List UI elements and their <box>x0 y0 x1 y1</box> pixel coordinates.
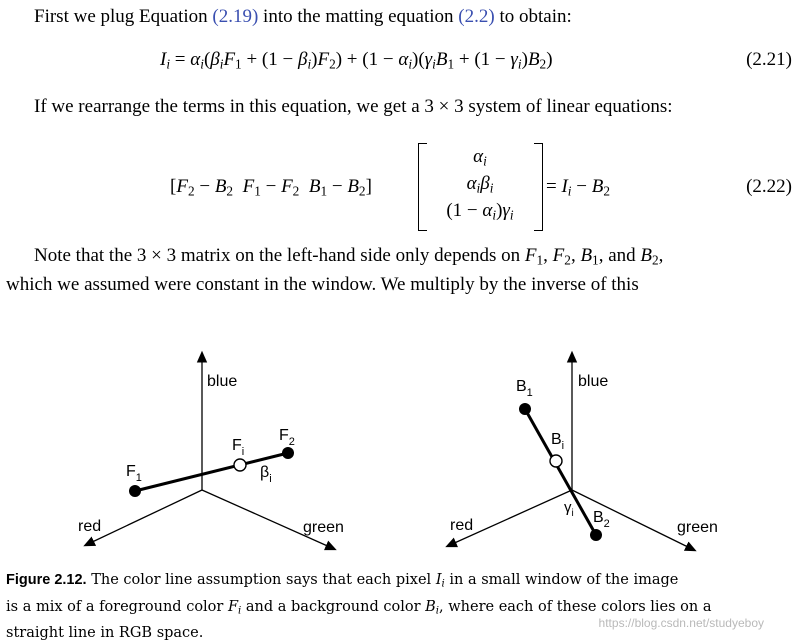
figure-caption <box>6 569 798 644</box>
point-fi <box>234 459 246 471</box>
paragraph-3-line-1: Note that the 3 × 3 matrix on the left-hand side only depends on $F_1$, $F_2$, $B_1$, and $B_2$, <box>34 245 664 268</box>
label-b1: $B_1$ <box>516 378 533 399</box>
equation-2-22-rhs: = $I_i - B_2$ <box>546 176 610 199</box>
point-bi <box>550 455 562 467</box>
equation-2-21: $I_i = \alpha_i(\beta_iF_1 + (1 - \beta_i)F_2) + (1 - \alpha_i)(\gamma_iB_1 + (1 - \gamma_i)B_2)$ <box>160 49 553 72</box>
point-f2 <box>282 447 294 459</box>
figure-right-diagram <box>430 350 802 560</box>
axis-green <box>572 490 692 549</box>
paragraph-2: If we rearrange the terms in this equation, we get a 3 × 3 system of linear equations: <box>34 96 673 117</box>
label-red: red <box>78 518 102 535</box>
label-bi: $B_i$ <box>551 431 565 452</box>
label-b2: $B_2$ <box>593 509 610 530</box>
label-green: green <box>677 519 718 536</box>
label-f2: $F_2$ <box>279 427 295 448</box>
label-red: red <box>450 517 474 534</box>
axis-red <box>88 490 202 544</box>
paragraph-1: First we plug Equation (2.19) into the matting equation (2.2) to obtain: <box>34 6 572 27</box>
point-b2 <box>590 529 602 541</box>
equation-ref-2-19[interactable]: (2.19) <box>212 6 259 27</box>
label-fi: $F_i$ <box>232 437 245 458</box>
column-entry-3: $(1 - \alpha_i)\gamma_i$ <box>446 200 514 223</box>
label-beta: $\beta_i$ <box>260 464 272 485</box>
figure-label: Figure 2.12. <box>6 572 87 588</box>
column-entry-1: $\alpha_i$ <box>473 146 487 169</box>
caption-line-2: is a mix of a foreground color $F_i$ and a background color $B_i$, where each of these colors lies on a <box>6 598 712 617</box>
column-entry-2: $\alpha_i\beta_i$ <box>466 173 494 196</box>
equation-ref-2-2[interactable]: (2.2) <box>458 6 495 27</box>
column-vector <box>420 146 540 227</box>
label-f1: $F_1$ <box>126 463 142 484</box>
watermark: https://blog.csdn.net/studyeboy <box>598 616 764 630</box>
point-f1 <box>129 485 141 497</box>
point-b1 <box>519 403 531 415</box>
caption-line-1: Figure 2.12. The color line assumption says that each pixel $I_i$ in a small window of the image <box>6 572 679 590</box>
label-gamma: $\gamma_i$ <box>564 499 574 519</box>
caption-line-3: straight line in RGB space. <box>6 625 204 642</box>
matrix-right-bracket <box>534 143 543 231</box>
equation-number-2-22: (2.22) <box>746 176 792 197</box>
figure-left-diagram <box>60 350 440 560</box>
paragraph-3-line-2: which we assumed were constant in the window. We multiply by the inverse of this <box>6 274 639 295</box>
label-green: green <box>303 519 344 536</box>
label-blue: blue <box>578 373 609 390</box>
label-blue: blue <box>207 373 238 390</box>
equation-2-22-row-vector: [$F_2 - B_2$ $F_1 - F_2$ $B_1 - B_2$] <box>170 176 372 199</box>
color-line-b <box>525 409 596 535</box>
equation-number-2-21: (2.21) <box>746 49 792 70</box>
